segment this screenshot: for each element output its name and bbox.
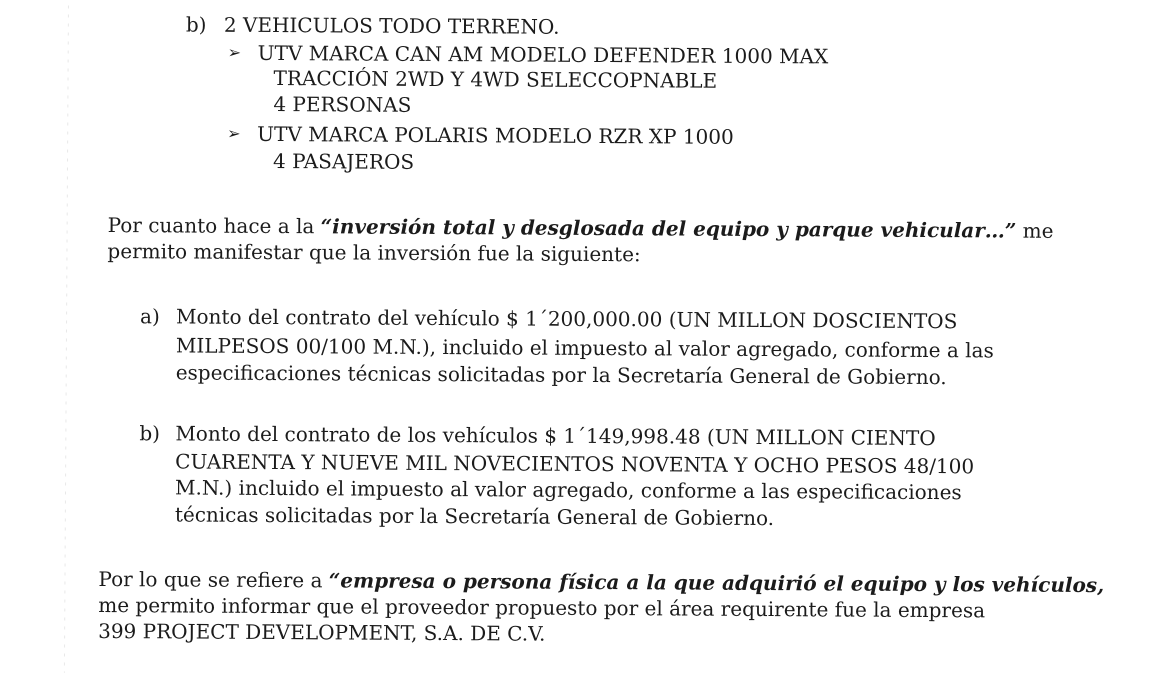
provider-line-3: 399 PROJECT DEVELOPMENT, S.A. DE C.V.: [98, 618, 546, 646]
bullet-arrow-icon: ➢: [227, 123, 241, 143]
investment-intro-suffix: me: [1016, 218, 1054, 243]
vehicle-2-line-2: 4 PASAJEROS: [272, 148, 415, 174]
investment-intro-line-2: permito manifestar que la inversión fue la siguiente:: [107, 238, 641, 267]
investment-item-b-line-2: CUARENTA Y NUEVE MIL NOVECIENTOS NOVENTA Y OCHO PESOS 48/100: [175, 449, 975, 479]
provider-line-1: [98, 568, 1104, 596]
investment-item-b-line-3: M.N.) incluido el impuesto al valor agregado, conforme a las especificaciones: [174, 475, 962, 505]
vehicles-heading: 2 VEHICULOS TODO TERRENO.: [223, 12, 560, 39]
investment-intro-prefix: Por cuanto hace a la: [107, 212, 321, 239]
investment-item-a-line-3: especificaciones técnicas solicitadas por la Secretaría General de Gobierno.: [175, 360, 947, 390]
vehicles-list-marker: b): [185, 12, 207, 37]
investment-item-a-marker: a): [140, 304, 160, 329]
investment-item-a-line-1: Monto del contrato del vehículo $ 1´200,000.00 (UN MILLON DOSCIENTOS: [176, 304, 958, 334]
investment-intro-emphasis: “inversión total y desglosada del equipo y parque vehicular…”: [320, 214, 1017, 243]
vehicle-1-line-3: 4 PERSONAS: [273, 92, 412, 117]
bullet-arrow-icon: ➢: [227, 42, 242, 62]
vehicle-1-line-1: UTV MARCA CAN AM MODELO DEFENDER 1000 MAX: [257, 40, 829, 69]
vehicle-1-line-2: TRACCIÓN 2WD Y 4WD SELECCOPNABLE: [273, 66, 718, 93]
investment-item-b-marker: b): [139, 421, 161, 446]
investment-item-b-line-4: técnicas solicitadas por la Secretaría General de Gobierno.: [174, 502, 775, 531]
vehicle-2-line-1: UTV MARCA POLARIS MODELO RZR XP 1000: [257, 121, 734, 149]
provider-emphasis: “empresa o persona física a la que adquirió el equipo y los vehículos,: [328, 568, 1105, 598]
investment-item-a-line-2: MILPESOS 00/100 M.N.), incluido el impuesto al valor agregado, conforme a las: [175, 333, 994, 363]
provider-line-2: me permito informar que el proveedor propuesto por el área requirente fue la empresa: [98, 592, 986, 623]
provider-prefix: Por lo que se refiere a: [98, 566, 329, 593]
scan-edge-mark: [64, 0, 69, 673]
investment-intro-line-1: [108, 214, 1054, 242]
investment-item-b-line-1: Monto del contrato de los vehículos $ 1´149,998.48 (UN MILLON CIENTO: [175, 421, 936, 451]
